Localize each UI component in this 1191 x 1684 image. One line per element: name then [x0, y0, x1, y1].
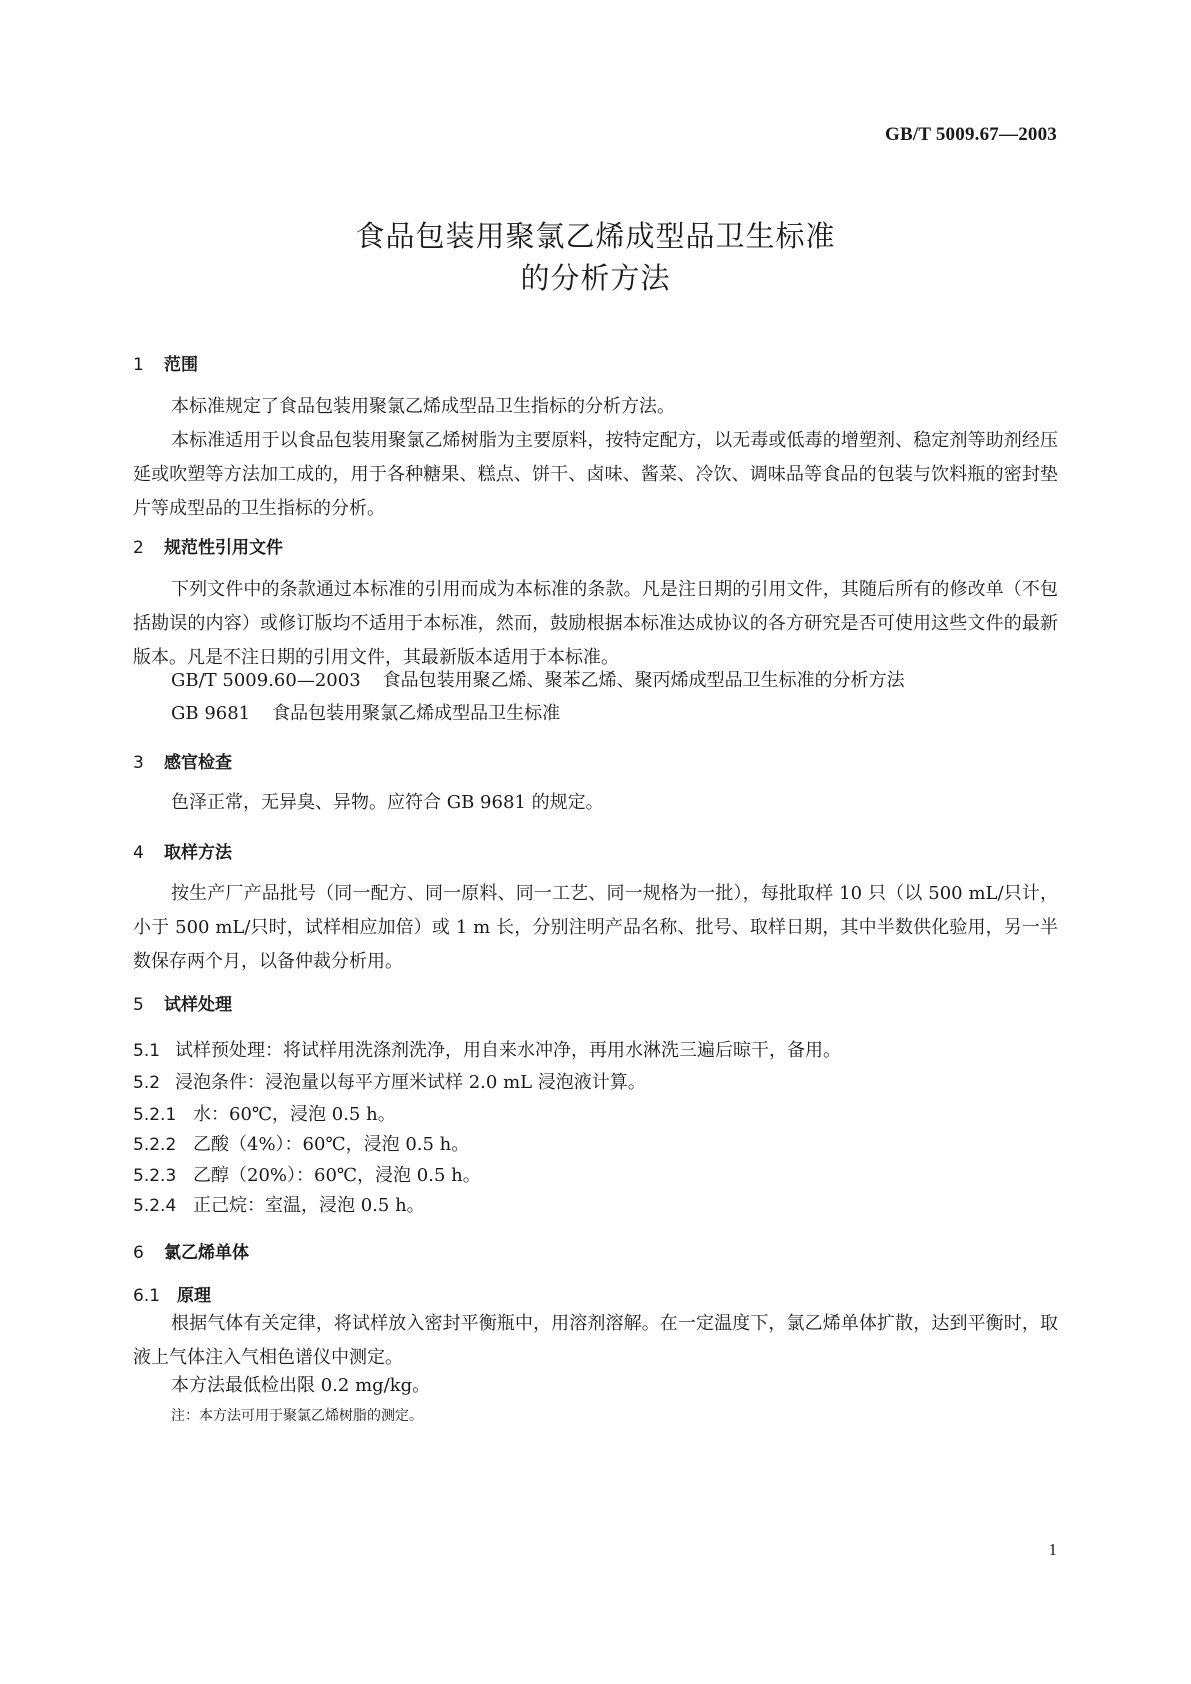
note: 注：本方法可用于聚氯乙烯树脂的测定。	[171, 1408, 423, 1424]
page-number: 1	[1048, 1540, 1057, 1559]
page-title-line2: 的分析方法	[520, 261, 671, 295]
reference-2	[171, 697, 560, 731]
section-title: 范围	[164, 355, 198, 375]
section-2-heading	[133, 533, 283, 558]
section-number: 1	[133, 355, 144, 375]
section-number: 3	[133, 753, 144, 773]
section-title: 感官检查	[164, 753, 232, 773]
clause-text: 乙酸（4%）：60℃，浸泡 0.5 h。	[193, 1134, 470, 1155]
section-number: 5	[133, 995, 144, 1015]
section-title: 规范性引用文件	[164, 538, 283, 558]
clause-number: 5.2.1	[133, 1105, 177, 1125]
section-title: 试样处理	[164, 995, 232, 1015]
clause-5-2-3	[133, 1161, 481, 1187]
clause-number: 5.2.3	[133, 1166, 177, 1186]
section-4-heading	[133, 838, 232, 863]
clause-6-1-heading	[133, 1281, 211, 1306]
section-1-paragraph-1: 本标准规定了食品包装用聚氯乙烯成型品卫生指标的分析方法。	[171, 396, 675, 417]
standard-code: GB/T 5009.67—2003	[885, 124, 1057, 145]
section-3-paragraph-1: 色泽正常，无异臭、异物。应符合 GB 9681 的规定。	[171, 792, 604, 813]
section-4-paragraph-1: 按生产厂产品批号（同一配方、同一原料、同一工艺、同一规格为一批），每批取样 10 只（以 500 mL/只计，小于 500 mL/只时，试样相应加倍）或 1 m 长，分别注明产品名称、批号、取样日期，其中半数供化验用，另一半数保存两个月，以备仲裁分析用。	[133, 883, 1058, 972]
clause-text: 正己烷：室温，浸泡 0.5 h。	[193, 1195, 425, 1216]
clause-5-2-1	[133, 1100, 396, 1126]
clause-title: 原理	[177, 1286, 211, 1306]
clause-text: 乙醇（20%）：60℃，浸泡 0.5 h。	[193, 1165, 481, 1186]
clause-number: 5.2	[133, 1073, 161, 1093]
reference-title: 食品包装用聚乙烯、聚苯乙烯、聚丙烯成型品卫生标准的分析方法	[382, 670, 905, 691]
clause-5-2-2	[133, 1130, 469, 1156]
clause-5-2-4	[133, 1191, 425, 1217]
section-2-paragraph-1: 下列文件中的条款通过本标准的引用而成为本标准的条款。凡是注日期的引用文件，其随后所有的修改单（不包括勘误的内容）或修订版均不适用于本标准，然而，鼓励根据本标准达成协议的各方研究是否可使用这些文件的最新版本。凡是不注日期的引用文件，其最新版本适用于本标准。	[133, 579, 1058, 668]
section-6-paragraph-2: 本方法最低检出限 0.2 mg/kg。	[171, 1375, 431, 1396]
section-1-paragraph-2: 本标准适用于以食品包装用聚氯乙烯树脂为主要原料，按特定配方，以无毒或低毒的增塑剂、稳定剂等助剂经压延或吹塑等方法加工成的，用于各种糖果、糕点、饼干、卤味、酱菜、冷饮、调味品等食品的包装与饮料瓶的密封垫片等成型品的卫生指标的分析。	[133, 430, 1058, 519]
section-5-heading	[133, 990, 232, 1015]
reference-1	[171, 664, 905, 698]
clause-text: 浸泡条件：浸泡量以每平方厘米试样 2.0 mL 浸泡液计算。	[175, 1072, 646, 1093]
section-6-heading	[133, 1238, 249, 1263]
clause-number: 5.1	[133, 1041, 161, 1061]
section-3-heading	[133, 748, 232, 773]
page-title-line1: 食品包装用聚氯乙烯成型品卫生标准	[355, 219, 836, 253]
clause-number: 5.2.4	[133, 1196, 177, 1216]
section-title: 取样方法	[164, 843, 232, 863]
clause-5-1	[133, 1036, 841, 1062]
reference-code: GB 9681	[171, 703, 251, 724]
section-number: 2	[133, 538, 144, 558]
section-1-heading	[133, 350, 198, 375]
reference-code: GB/T 5009.60—2003	[171, 670, 361, 691]
clause-number: 6.1	[133, 1286, 161, 1306]
reference-title: 食品包装用聚氯乙烯成型品卫生标准	[272, 703, 561, 724]
clause-text: 水：60℃，浸泡 0.5 h。	[193, 1104, 396, 1125]
section-title: 氯乙烯单体	[164, 1243, 249, 1263]
clause-5-2	[133, 1068, 646, 1094]
section-number: 4	[133, 843, 144, 863]
section-number: 6	[133, 1243, 144, 1263]
section-6-paragraph-1: 根据气体有关定律，将试样放入密封平衡瓶中，用溶剂溶解。在一定温度下，氯乙烯单体扩散，达到平衡时，取液上气体注入气相色谱仪中测定。	[133, 1313, 1058, 1368]
clause-text: 试样预处理：将试样用洗涤剂洗净，用自来水冲净，再用水淋洗三遍后晾干，备用。	[175, 1040, 841, 1061]
clause-number: 5.2.2	[133, 1135, 177, 1155]
